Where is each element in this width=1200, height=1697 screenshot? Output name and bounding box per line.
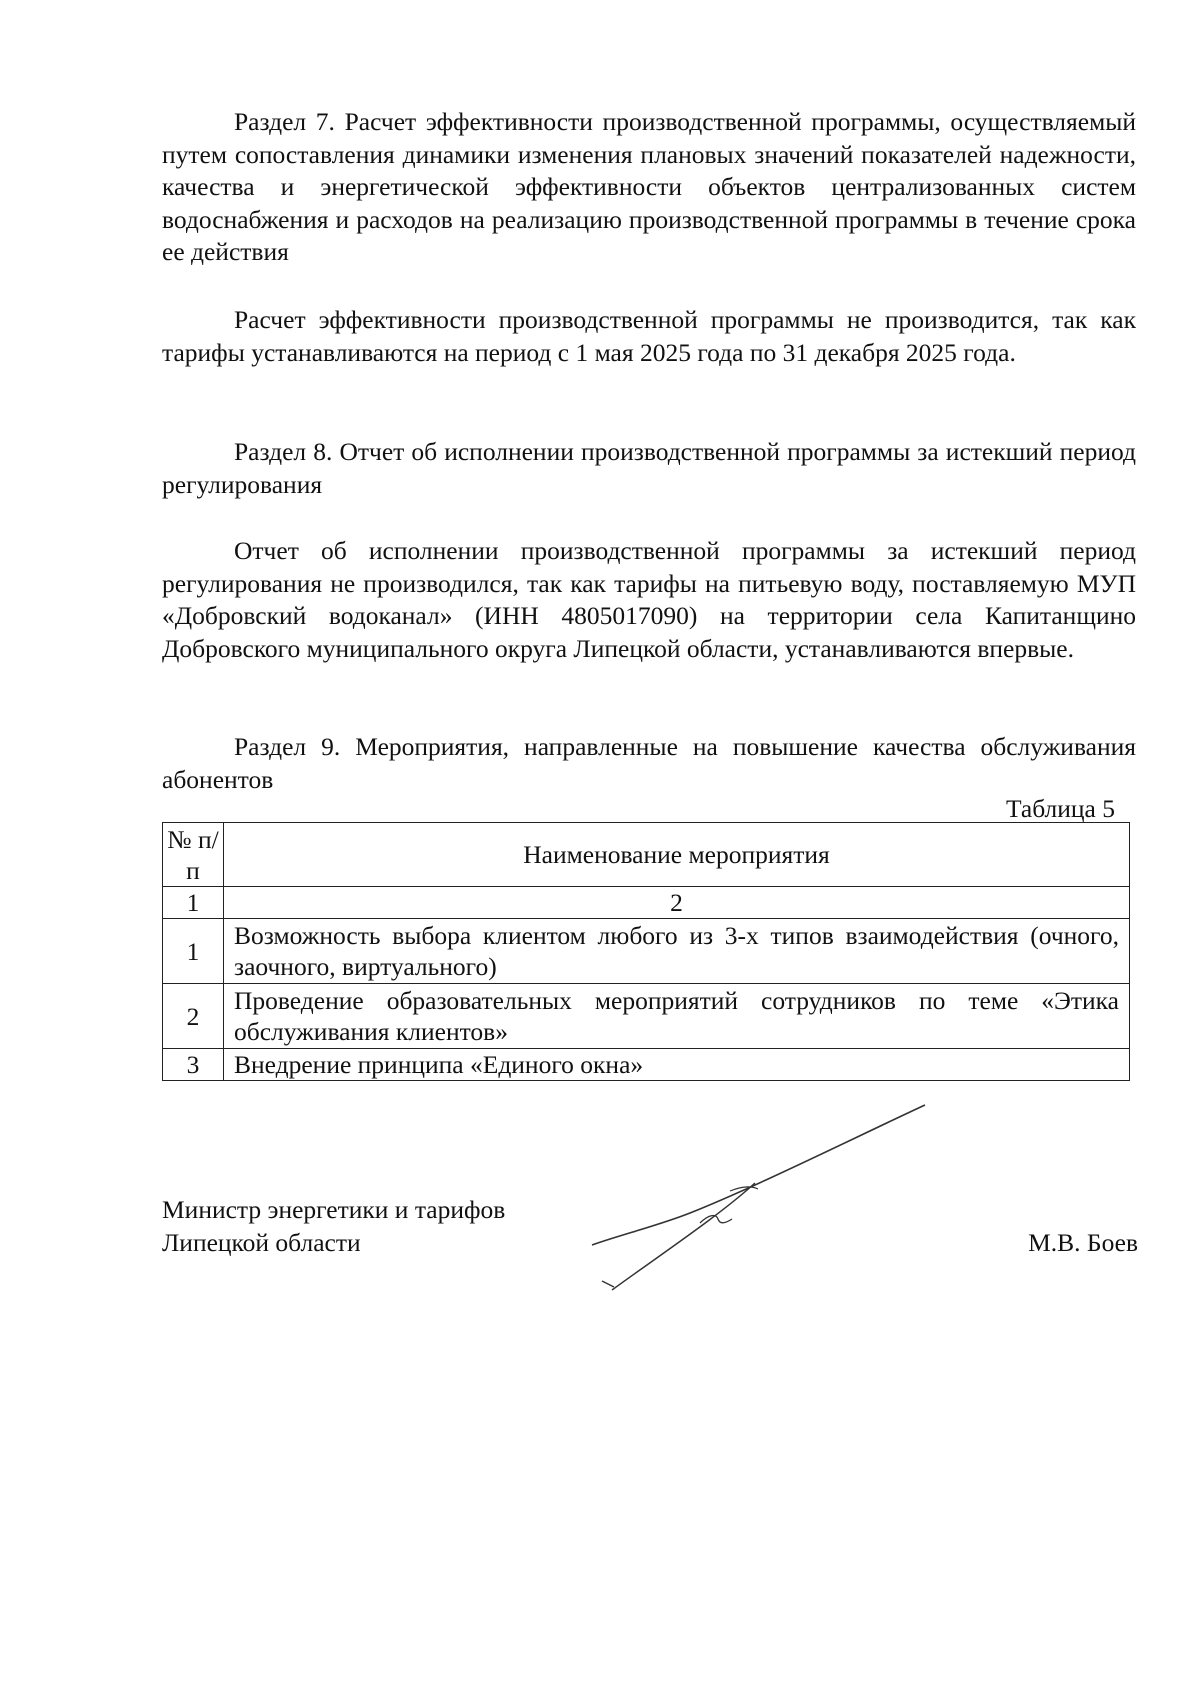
table-column-numbers-row bbox=[163, 887, 1130, 919]
table-row bbox=[163, 1049, 1130, 1081]
section7-text: Расчет эффективности производственной программы не производится, так как тарифы устанавливаются на период с 1 мая 2025 года по 31 декабря 2025 года. bbox=[162, 305, 1136, 367]
signature-stroke bbox=[602, 1281, 614, 1287]
signature-stroke bbox=[592, 1105, 925, 1245]
row-name: Возможность выбора клиентом любого из 3-х типов взаимодействия (очного, заочного, виртуального) bbox=[224, 919, 1130, 984]
row-name: Проведение образовательных мероприятий сотрудников по теме «Этика обслуживания клиентов» bbox=[224, 984, 1130, 1049]
section7-heading: Раздел 7. Расчет эффективности производственной программы, осуществляемый путем сопоставления динамики изменения плановых значений показателей надежности, качества и энергетической эффективности объектов централизованных систем водоснабжения и расходов на реализацию производственной программы в течение срока ее действия bbox=[162, 107, 1136, 266]
row-num: 1 bbox=[163, 919, 224, 984]
position-line: Липецкой области bbox=[162, 1228, 361, 1257]
handwritten-signature bbox=[590, 1095, 940, 1295]
table-row bbox=[163, 984, 1130, 1049]
signatory-position bbox=[162, 1193, 505, 1259]
signature-stroke bbox=[612, 1183, 755, 1290]
table-header-row bbox=[163, 823, 1130, 887]
row-name: Внедрение принципа «Единого окна» bbox=[224, 1049, 1130, 1081]
table-row bbox=[163, 919, 1130, 984]
row-num: 3 bbox=[163, 1049, 224, 1081]
activities-table bbox=[162, 822, 1130, 1081]
signatory-name: М.В. Боев bbox=[1028, 1228, 1138, 1257]
header-name: Наименование мероприятия bbox=[224, 823, 1130, 887]
table-caption: Таблица 5 bbox=[1005, 794, 1115, 823]
section8-text: Отчет об исполнении производственной программы за истекший период регулирования не производился, так как тарифы на питьевую воду, поставляемую МУП «Добровский водоканал» (ИНН 4805017090) на территории села Капитанщино Добровского муниципального округа Липецкой области, устанавливаются впервые. bbox=[162, 536, 1136, 663]
column-number: 2 bbox=[224, 887, 1130, 919]
section9-heading: Раздел 9. Мероприятия, направленные на повышение качества обслуживания абонентов bbox=[162, 732, 1136, 794]
header-num: № п/п bbox=[163, 823, 224, 887]
section8-heading: Раздел 8. Отчет об исполнении производственной программы за истекший период регулирования bbox=[162, 437, 1136, 499]
position-line: Министр энергетики и тарифов bbox=[162, 1195, 506, 1224]
column-number: 1 bbox=[163, 887, 224, 919]
signature-stroke bbox=[700, 1216, 732, 1223]
row-num: 2 bbox=[163, 984, 224, 1049]
